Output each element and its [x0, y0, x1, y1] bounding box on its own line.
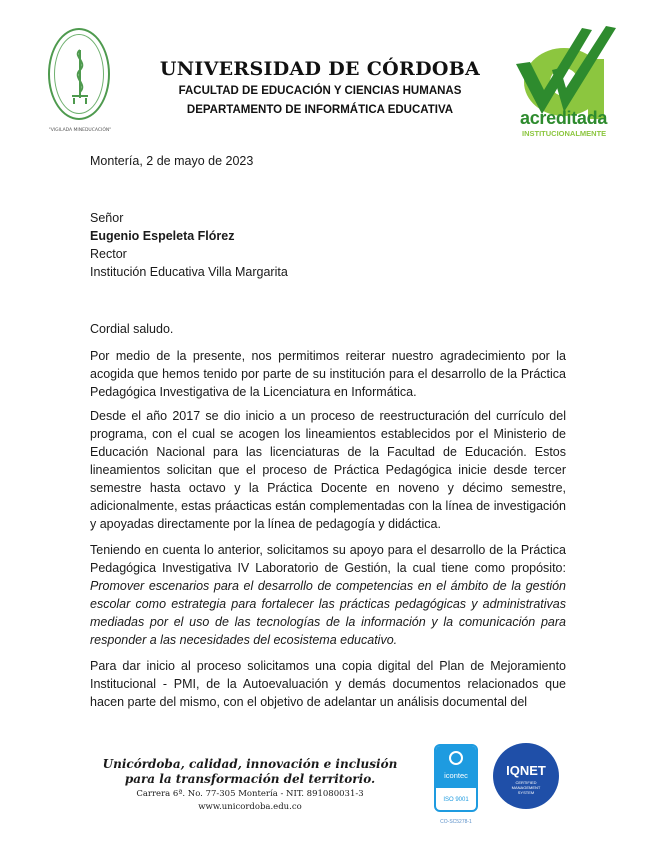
letter-date: Montería, 2 de mayo de 2023 — [90, 154, 254, 168]
seal-caption: "VIGILADA MINEDUCACIÓN" — [48, 128, 112, 133]
university-name: UNIVERSIDAD DE CÓRDOBA — [159, 58, 481, 80]
accreditation-check-icon — [512, 24, 624, 119]
caduceus-icon — [68, 48, 92, 104]
accreditation-word: acreditada — [520, 108, 608, 128]
footer-website: www.unicordoba.edu.co — [198, 802, 302, 812]
paragraph-1: Por medio de la presente, nos permitimos reiterar nuestro agradecimiento por la acogida que hemos tenido por parte de su institución para el desarrollo de la Práctica Pedagógica Investigativa de la Licenciatura en Informática. — [90, 349, 566, 399]
iso-label: ISO 9001 — [443, 797, 469, 803]
paragraph-2: Desde el año 2017 se dio inicio a un proceso de reestructuración del currículo del programa, con el cual se acogen los lineamientos establecidos por el Ministerio de Educación Nacional para las licenciaturas de la Facultad de Educación. Estos lineamientos solicitan que el proceso de Práctica Pedagógica inicie desde tercer semestre hasta octavo y la Práctica Docente en noveno y décimo semestre, adicionalmente, estas práacticas están complementadas con la línea de investigación y apoyadas directamente por la línea de pedagogía y didáctica. — [90, 409, 566, 531]
recipient-title: Señor — [90, 211, 124, 225]
footer-motto-line1: Unicórdoba, calidad, innovación e inclusión — [102, 757, 398, 771]
accreditation-sub: INSTITUCIONALMENTE — [522, 129, 607, 138]
letter-body — [90, 152, 566, 711]
iqnet-label: IQNET — [506, 763, 546, 778]
faculty-name: FACULTAD DE EDUCACIÓN Y CIENCIAS HUMANAS — [178, 85, 462, 97]
icontec-label: icontec — [444, 771, 468, 780]
iqnet-sub: CERTIFIED MANAGEMENT SYSTEM — [511, 780, 541, 795]
recipient-name: Eugenio Espeleta Flórez — [90, 229, 235, 243]
iqnet-badge — [493, 743, 559, 809]
paragraph-3-intro: Teniendo en cuenta lo anterior, solicitamos su apoyo para el desarrollo de la Práctica Pedagógica Investigativa IV Laboratorio de Gestión, la cual tiene como propósito: — [90, 543, 566, 575]
greeting: Cordial saludo. — [90, 322, 174, 336]
icontec-badge — [434, 744, 478, 812]
paragraph-3 — [90, 541, 566, 649]
footer-motto-line2: para la transformación del territorio. — [124, 772, 376, 786]
university-seal — [48, 28, 110, 120]
recipient-institution: Institución Educativa Villa Margarita — [90, 265, 288, 279]
department-name: DEPARTAMENTO DE INFORMÁTICA EDUCATIVA — [186, 104, 454, 116]
recipient-position: Rector — [90, 247, 127, 261]
cert-code: CO-SC5278-1 — [440, 819, 472, 825]
accreditation-logo — [512, 24, 624, 142]
paragraph-3-purpose: Promover escenarios para el desarrollo de competencias en el ámbito de la gestión escolar como estrategia para fortalecer las prácticas pedagógicas y administrativas mediadas por el uso de las tecnologías de la información y la comunicación para responder a las necesidades del ecosistema educativo. — [90, 579, 566, 647]
footer-address: Carrera 6ª. No. 77-305 Montería - NIT. 891080031-3 — [136, 789, 364, 799]
icontec-icon — [449, 751, 463, 765]
paragraph-4: Para dar inicio al proceso solicitamos una copia digital del Plan de Mejoramiento Institucional - PMI, de la Autoevaluación y demás documentos relacionados que hacen parte del mismo, con el objetivo de adelantar un análisis documental del — [90, 659, 566, 709]
